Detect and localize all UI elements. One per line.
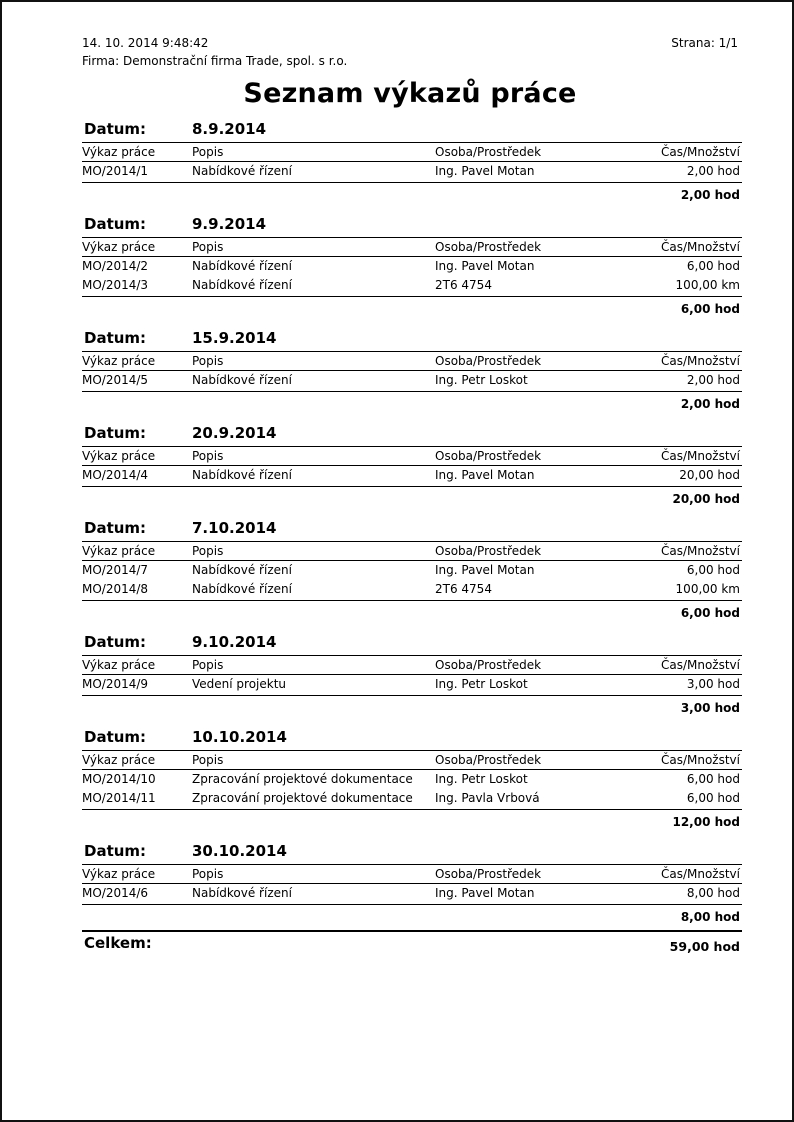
section-subtotal: 6,00 hod <box>680 606 740 620</box>
column-header-vykaz-prace: Výkaz práce <box>82 867 156 881</box>
cell-vykaz-prace: MO/2014/9 <box>82 677 149 691</box>
column-header-cas-mnozstvi: Čas/Množství <box>660 867 740 881</box>
table-header-row <box>82 142 742 162</box>
table-header-row <box>82 655 742 675</box>
datum-label: Datum: <box>84 728 147 746</box>
column-header-osoba-prostredek: Osoba/Prostředek <box>435 449 542 463</box>
datum-value: 20.9.2014 <box>192 424 277 442</box>
date-sections-container <box>82 111 738 928</box>
table-header-row <box>82 237 742 257</box>
date-row <box>82 206 738 237</box>
column-header-vykaz-prace: Výkaz práce <box>82 145 156 159</box>
date-section <box>82 320 738 415</box>
section-table <box>82 351 742 415</box>
column-header-osoba-prostredek: Osoba/Prostředek <box>435 240 542 254</box>
cell-osoba-prostredek: Ing. Pavla Vrbová <box>435 791 540 805</box>
section-table <box>82 142 742 206</box>
date-section <box>82 510 738 624</box>
grand-total-value: 59,00 hod <box>669 939 740 954</box>
column-header-osoba-prostredek: Osoba/Prostředek <box>435 753 542 767</box>
table-rows <box>82 466 742 487</box>
column-header-cas-mnozstvi: Čas/Množství <box>660 753 740 767</box>
date-row <box>82 415 738 446</box>
column-header-vykaz-prace: Výkaz práce <box>82 240 156 254</box>
cell-popis: Nabídkové řízení <box>192 278 292 292</box>
report-meta-row <box>82 36 738 51</box>
column-header-vykaz-prace: Výkaz práce <box>82 544 156 558</box>
section-table <box>82 541 742 624</box>
date-row <box>82 320 738 351</box>
cell-cas-mnozstvi: 3,00 hod <box>686 677 740 691</box>
column-header-vykaz-prace: Výkaz práce <box>82 658 156 672</box>
cell-popis: Nabídkové řízení <box>192 373 292 387</box>
section-subtotal: 2,00 hod <box>680 188 740 202</box>
cell-cas-mnozstvi: 8,00 hod <box>686 886 740 900</box>
table-header-row <box>82 864 742 884</box>
cell-cas-mnozstvi: 2,00 hod <box>686 373 740 387</box>
column-header-cas-mnozstvi: Čas/Množství <box>660 544 740 558</box>
table-row <box>82 276 742 295</box>
cell-osoba-prostredek: Ing. Pavel Motan <box>435 164 535 178</box>
company-line: Firma: Demonstrační firma Trade, spol. s r.o. <box>82 54 348 68</box>
table-header-row <box>82 446 742 466</box>
datum-label: Datum: <box>84 215 147 233</box>
print-datetime: 14. 10. 2014 9:48:42 <box>82 36 209 50</box>
date-row <box>82 510 738 541</box>
cell-vykaz-prace: MO/2014/1 <box>82 164 149 178</box>
column-header-popis: Popis <box>192 240 224 254</box>
table-header-row <box>82 750 742 770</box>
table-rows <box>82 770 742 810</box>
cell-popis: Vedení projektu <box>192 677 287 691</box>
table-rows <box>82 675 742 696</box>
datum-label: Datum: <box>84 633 147 651</box>
section-table <box>82 446 742 510</box>
section-subtotal: 12,00 hod <box>672 815 740 829</box>
column-header-osoba-prostredek: Osoba/Prostředek <box>435 867 542 881</box>
column-header-popis: Popis <box>192 544 224 558</box>
table-header-row <box>82 541 742 561</box>
datum-value: 30.10.2014 <box>192 842 287 860</box>
cell-osoba-prostredek: Ing. Petr Loskot <box>435 772 528 786</box>
cell-osoba-prostredek: Ing. Pavel Motan <box>435 468 535 482</box>
datum-value: 7.10.2014 <box>192 519 277 537</box>
column-header-osoba-prostredek: Osoba/Prostředek <box>435 544 542 558</box>
section-subtotal: 20,00 hod <box>672 492 740 506</box>
date-section <box>82 833 738 928</box>
cell-vykaz-prace: MO/2014/7 <box>82 563 149 577</box>
cell-popis: Zpracování projektové dokumentace <box>192 772 413 786</box>
cell-cas-mnozstvi: 100,00 km <box>675 278 740 292</box>
cell-popis: Nabídkové řízení <box>192 582 292 596</box>
date-row <box>82 111 738 142</box>
cell-vykaz-prace: MO/2014/6 <box>82 886 149 900</box>
column-header-popis: Popis <box>192 753 224 767</box>
table-row <box>82 257 742 276</box>
cell-vykaz-prace: MO/2014/10 <box>82 772 156 786</box>
grand-total-row <box>82 930 742 954</box>
report-title: Seznam výkazů práce <box>243 78 577 109</box>
cell-cas-mnozstvi: 100,00 km <box>675 582 740 596</box>
datum-label: Datum: <box>84 120 147 138</box>
cell-vykaz-prace: MO/2014/8 <box>82 582 149 596</box>
column-header-osoba-prostredek: Osoba/Prostředek <box>435 354 542 368</box>
column-header-osoba-prostredek: Osoba/Prostředek <box>435 658 542 672</box>
column-header-osoba-prostredek: Osoba/Prostředek <box>435 145 542 159</box>
table-row <box>82 580 742 599</box>
date-section <box>82 624 738 719</box>
section-subtotal: 3,00 hod <box>680 701 740 715</box>
cell-popis: Nabídkové řízení <box>192 563 292 577</box>
cell-popis: Nabídkové řízení <box>192 164 292 178</box>
cell-vykaz-prace: MO/2014/4 <box>82 468 149 482</box>
page-number: Strana: 1/1 <box>671 36 738 50</box>
datum-value: 9.10.2014 <box>192 633 277 651</box>
column-header-popis: Popis <box>192 354 224 368</box>
cell-cas-mnozstvi: 2,00 hod <box>686 164 740 178</box>
column-header-popis: Popis <box>192 145 224 159</box>
cell-cas-mnozstvi: 6,00 hod <box>686 563 740 577</box>
cell-osoba-prostredek: Ing. Pavel Motan <box>435 563 535 577</box>
date-section <box>82 415 738 510</box>
cell-cas-mnozstvi: 6,00 hod <box>686 791 740 805</box>
cell-cas-mnozstvi: 6,00 hod <box>686 259 740 273</box>
cell-popis: Zpracování projektové dokumentace <box>192 791 413 805</box>
column-header-popis: Popis <box>192 867 224 881</box>
date-section <box>82 206 738 320</box>
datum-label: Datum: <box>84 519 147 537</box>
table-row <box>82 466 742 485</box>
column-header-vykaz-prace: Výkaz práce <box>82 354 156 368</box>
cell-popis: Nabídkové řízení <box>192 259 292 273</box>
section-subtotal: 6,00 hod <box>680 302 740 316</box>
cell-vykaz-prace: MO/2014/2 <box>82 259 149 273</box>
datum-label: Datum: <box>84 424 147 442</box>
date-row <box>82 719 738 750</box>
cell-cas-mnozstvi: 6,00 hod <box>686 772 740 786</box>
cell-popis: Nabídkové řízení <box>192 886 292 900</box>
column-header-cas-mnozstvi: Čas/Množství <box>660 449 740 463</box>
datum-label: Datum: <box>84 329 147 347</box>
cell-osoba-prostredek: Ing. Pavel Motan <box>435 886 535 900</box>
table-row <box>82 371 742 390</box>
datum-value: 9.9.2014 <box>192 215 267 233</box>
column-header-cas-mnozstvi: Čas/Množství <box>660 145 740 159</box>
table-row <box>82 675 742 694</box>
date-section <box>82 111 738 206</box>
cell-osoba-prostredek: 2T6 4754 <box>435 278 492 292</box>
section-subtotal: 2,00 hod <box>680 397 740 411</box>
column-header-vykaz-prace: Výkaz práce <box>82 449 156 463</box>
section-table <box>82 864 742 928</box>
cell-vykaz-prace: MO/2014/3 <box>82 278 149 292</box>
section-subtotal: 8,00 hod <box>680 910 740 924</box>
table-rows <box>82 371 742 392</box>
section-table <box>82 750 742 833</box>
date-section <box>82 719 738 833</box>
datum-value: 15.9.2014 <box>192 329 277 347</box>
section-table <box>82 237 742 320</box>
cell-osoba-prostredek: 2T6 4754 <box>435 582 492 596</box>
celkem-label: Celkem: <box>84 934 152 952</box>
column-header-popis: Popis <box>192 449 224 463</box>
table-rows <box>82 257 742 297</box>
datum-label: Datum: <box>84 842 147 860</box>
column-header-cas-mnozstvi: Čas/Množství <box>660 354 740 368</box>
column-header-cas-mnozstvi: Čas/Množství <box>660 658 740 672</box>
column-header-popis: Popis <box>192 658 224 672</box>
cell-cas-mnozstvi: 20,00 hod <box>679 468 740 482</box>
date-row <box>82 833 738 864</box>
column-header-cas-mnozstvi: Čas/Množství <box>660 240 740 254</box>
table-rows <box>82 884 742 905</box>
table-row <box>82 884 742 903</box>
table-row <box>82 561 742 580</box>
cell-osoba-prostredek: Ing. Petr Loskot <box>435 373 528 387</box>
cell-osoba-prostredek: Ing. Petr Loskot <box>435 677 528 691</box>
table-row <box>82 770 742 789</box>
column-header-vykaz-prace: Výkaz práce <box>82 753 156 767</box>
table-row <box>82 789 742 808</box>
cell-vykaz-prace: MO/2014/5 <box>82 373 149 387</box>
datum-value: 8.9.2014 <box>192 120 267 138</box>
cell-osoba-prostredek: Ing. Pavel Motan <box>435 259 535 273</box>
datum-value: 10.10.2014 <box>192 728 287 746</box>
table-rows <box>82 561 742 601</box>
cell-popis: Nabídkové řízení <box>192 468 292 482</box>
date-row <box>82 624 738 655</box>
table-rows <box>82 162 742 183</box>
cell-vykaz-prace: MO/2014/11 <box>82 791 156 805</box>
section-table <box>82 655 742 719</box>
table-header-row <box>82 351 742 371</box>
table-row <box>82 162 742 181</box>
